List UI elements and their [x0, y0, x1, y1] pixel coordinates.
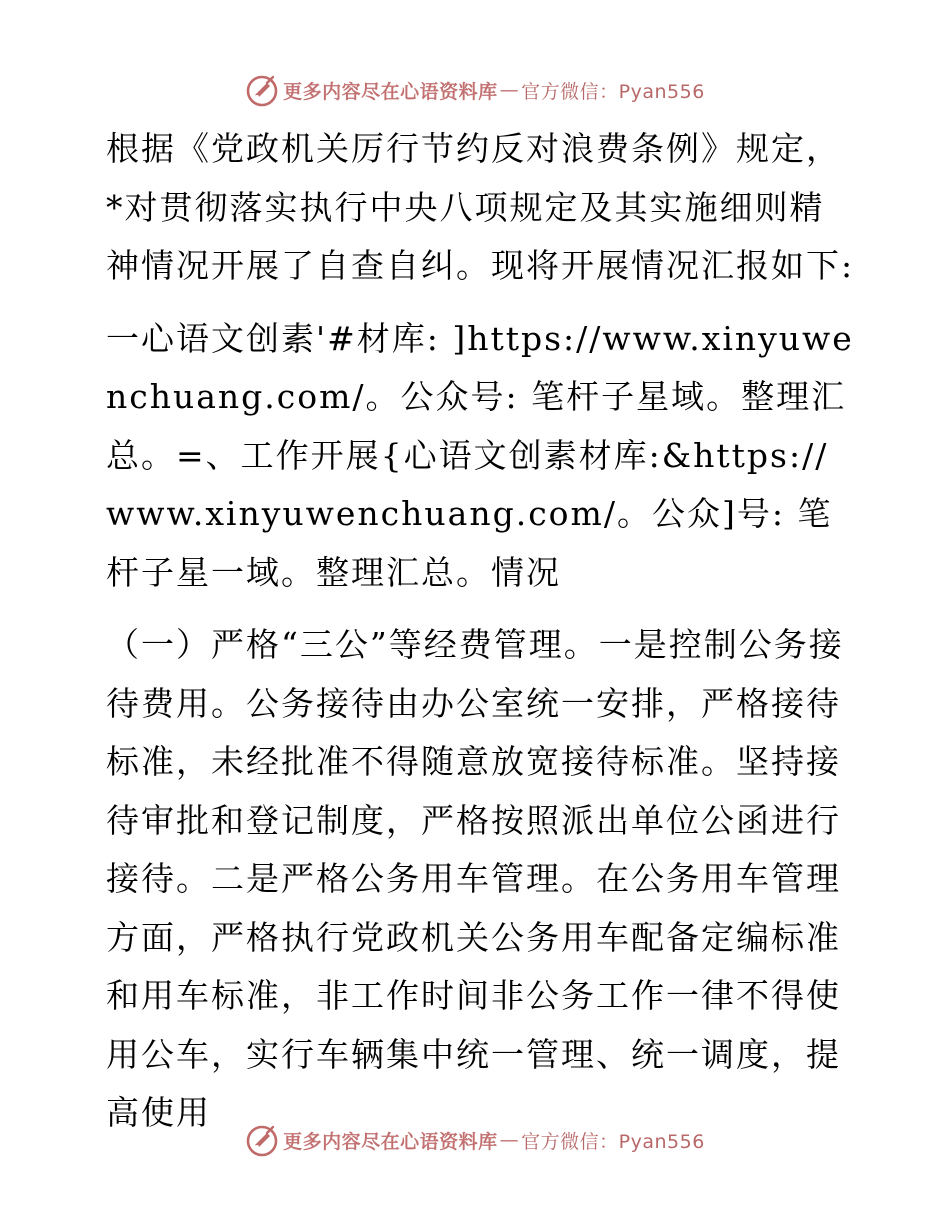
footer-brand-text: 更多内容尽在心语资料库 [283, 1130, 498, 1153]
paragraph-intro: 根据《党政机关厉行节约反对浪费条例》规定，*对贯彻落实执行中央八项规定及其实施细则精神情况开展了自查自纠。现将开展情况汇报如下: [106, 129, 855, 285]
footer-watermark [0, 1120, 950, 1160]
brand-logo-icon [245, 1123, 279, 1157]
header-contact-text: 官方微信：Pyan556 [521, 80, 705, 103]
header-brand-text: 更多内容尽在心语资料库 [283, 80, 498, 103]
footer-contact-text: 官方微信：Pyan556 [521, 1130, 705, 1153]
paragraph-section-heading: 一心语文创素'#材库: ]https://www.xinyuwenchuang.com/。公众号: 笔杆子星域。整理汇总。=、工作开展{心语文创素材库:&https://www.xinyuwenchuang.com/。公众]号: 笔杆子星一域。整理汇总。情况 [106, 318, 854, 592]
document-body [98, 120, 858, 1143]
header-watermark [0, 70, 950, 110]
brand-logo-icon [245, 73, 279, 107]
footer-dash: — [499, 1129, 520, 1151]
paragraph-expense-management: （一）严格“三公”等经费管理。一是控制公务接待费用。公务接待由办公室统一安排，严格接待标准，未经批准不得随意放宽接待标准。坚持接待审批和登记制度，严格按照派出单位公函进行接待。二是严格公务用车管理。在公务用车管理方面，严格执行党政机关公务用车配备定编标准和用车标准，非工作时间非公务工作一律不得使用公车，实行车辆集中统一管理、统一调度，提高使用 [106, 625, 844, 1132]
header-dash: — [499, 79, 520, 101]
